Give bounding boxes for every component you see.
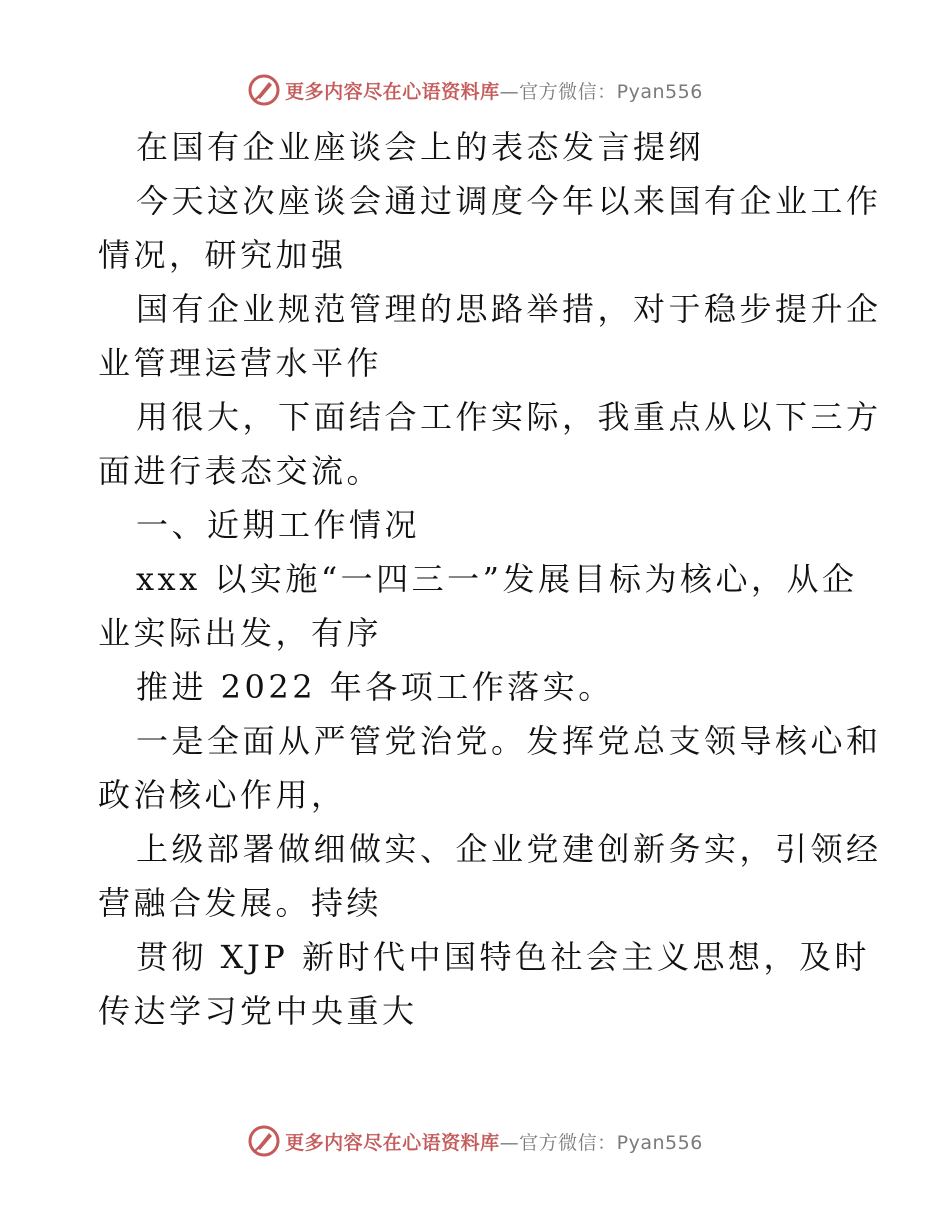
text-line: 推进 2022 年各项工作落实。 xyxy=(136,668,614,706)
quill-seal-icon xyxy=(247,1124,281,1158)
quill-seal-icon xyxy=(247,73,281,107)
footer-watermark xyxy=(0,1121,950,1161)
text-line: 今天这次座谈会通过调度今年以来国有企业工作 xyxy=(136,182,882,220)
text-line: 国有企业规范管理的思路举措，对于稳步提升企 xyxy=(136,290,882,328)
text-line: 用很大，下面结合工作实际，我重点从以下三方 xyxy=(136,398,882,436)
text-line: 一是全面从严管党治党。发挥党总支领导核心和 xyxy=(136,722,882,760)
watermark-text xyxy=(285,77,703,104)
text-line: 上级部署做细做实、企业党建创新务实，引领经 xyxy=(136,830,882,868)
text-line: xxx 以实施“一四三一”发展目标为核心，从企 xyxy=(136,560,858,598)
text-line: 营融合发展。持续 xyxy=(98,884,383,922)
text-line: 情况，研究加强 xyxy=(98,236,347,274)
header-watermark xyxy=(0,70,950,110)
text-line: 政治核心作用， xyxy=(98,776,347,814)
text-line: 一、近期工作情况 xyxy=(136,506,421,544)
text-line: 面进行表态交流。 xyxy=(98,452,383,490)
document-body xyxy=(98,120,882,1038)
document-title: 在国有企业座谈会上的表态发言提纲 xyxy=(136,128,705,166)
watermark-text xyxy=(285,1128,703,1155)
text-line: 业管理运营水平作 xyxy=(98,344,383,382)
text-line: 传达学习党中央重大 xyxy=(98,992,418,1030)
text-line: 贯彻 XJP 新时代中国特色社会主义思想，及时 xyxy=(136,938,870,976)
watermark-main: 更多内容尽在心语资料库 xyxy=(285,80,500,103)
watermark-sub: —官方微信：Pyan556 xyxy=(499,80,703,103)
text-line: 业实际出发，有序 xyxy=(98,614,383,652)
watermark-sub: —官方微信：Pyan556 xyxy=(499,1131,703,1154)
watermark-main: 更多内容尽在心语资料库 xyxy=(285,1131,500,1154)
